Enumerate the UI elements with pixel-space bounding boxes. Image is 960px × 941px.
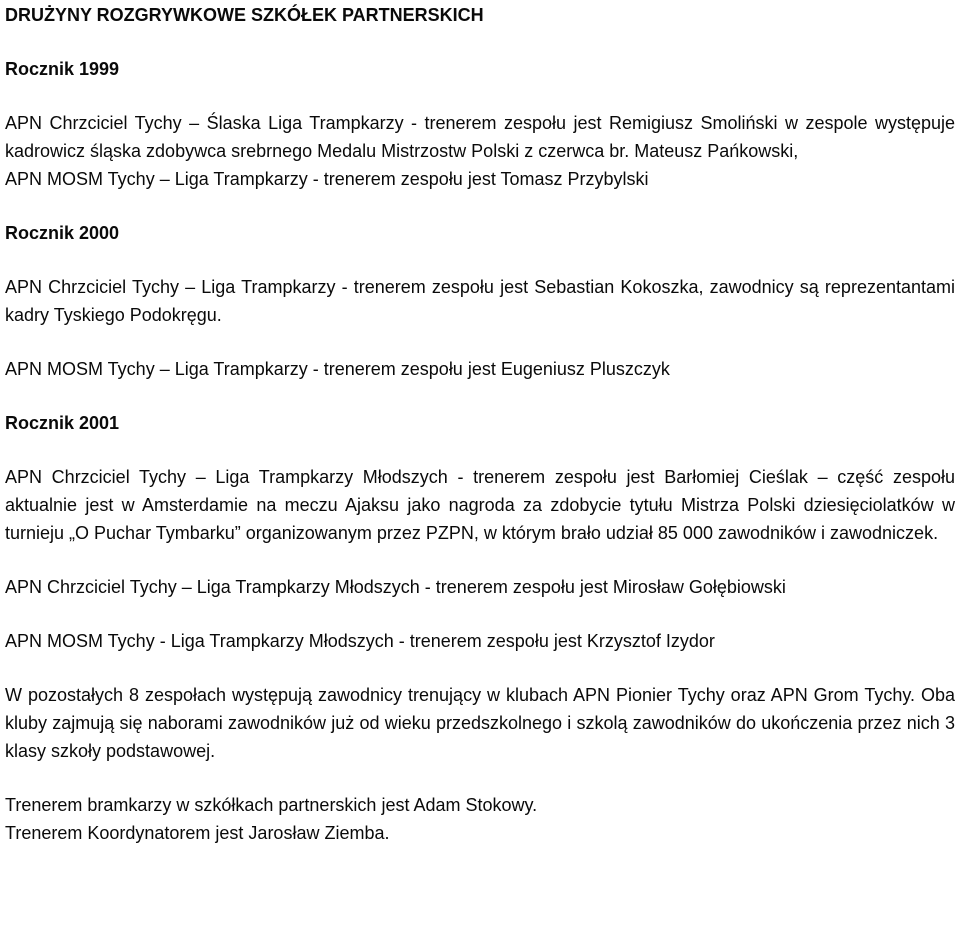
paragraph: APN MOSM Tychy – Liga Trampkarzy - trenerem zespołu jest Tomasz Przybylski [5, 169, 649, 189]
document-body [0, 1, 960, 847]
paragraph: Trenerem Koordynatorem jest Jarosław Ziemba. [5, 823, 390, 843]
section-heading-2000: Rocznik 2000 [5, 223, 120, 243]
paragraph: APN Chrzciciel Tychy – Liga Trampkarzy Młodszych - trenerem zespołu jest Barłomiej Cieślak – część zespołu aktualnie jest w Amsterdamie na meczu Ajaksu jako nagroda za zdobycie tytułu Mistrza Polski dziesięciolatków w turnieju „O Puchar Tymbarku” organizowanym przez PZPN, w którym brało udział 85 000 zawodników i zawodniczek. [5, 467, 955, 543]
section-heading-1999: Rocznik 1999 [5, 59, 120, 79]
paragraph: APN MOSM Tychy - Liga Trampkarzy Młodszych - trenerem zespołu jest Krzysztof Izydor [5, 631, 715, 651]
paragraph: W pozostałych 8 zespołach występują zawodnicy trenujący w klubach APN Pionier Tychy oraz APN Grom Tychy. Oba kluby zajmują się naborami zawodników już od wieku przedszkolnego i szkolą zawodników do ukończenia przez nich 3 klasy szkoły podstawowej. [5, 685, 955, 761]
section-heading-2001: Rocznik 2001 [5, 413, 120, 433]
paragraph: APN Chrzciciel Tychy – Liga Trampkarzy - trenerem zespołu jest Sebastian Kokoszka, zawodnicy są reprezentantami kadry Tyskiego Podokręgu. [5, 277, 955, 325]
paragraph: APN Chrzciciel Tychy – Liga Trampkarzy Młodszych - trenerem zespołu jest Mirosław Gołębiowski [5, 577, 786, 597]
paragraph: APN MOSM Tychy – Liga Trampkarzy - trenerem zespołu jest Eugeniusz Pluszczyk [5, 359, 670, 379]
document-title: DRUŻYNY ROZGRYWKOWE SZKÓŁEK PARTNERSKICH [5, 5, 484, 25]
paragraph: Trenerem bramkarzy w szkółkach partnerskich jest Adam Stokowy. [5, 795, 538, 815]
paragraph: APN Chrzciciel Tychy – Ślaska Liga Trampkarzy - trenerem zespołu jest Remigiusz Smoliński w zespole występuje kadrowicz śląska zdobywca srebrnego Medalu Mistrzostw Polski z czerwca br. Mateusz Pańkowski, [5, 113, 955, 161]
